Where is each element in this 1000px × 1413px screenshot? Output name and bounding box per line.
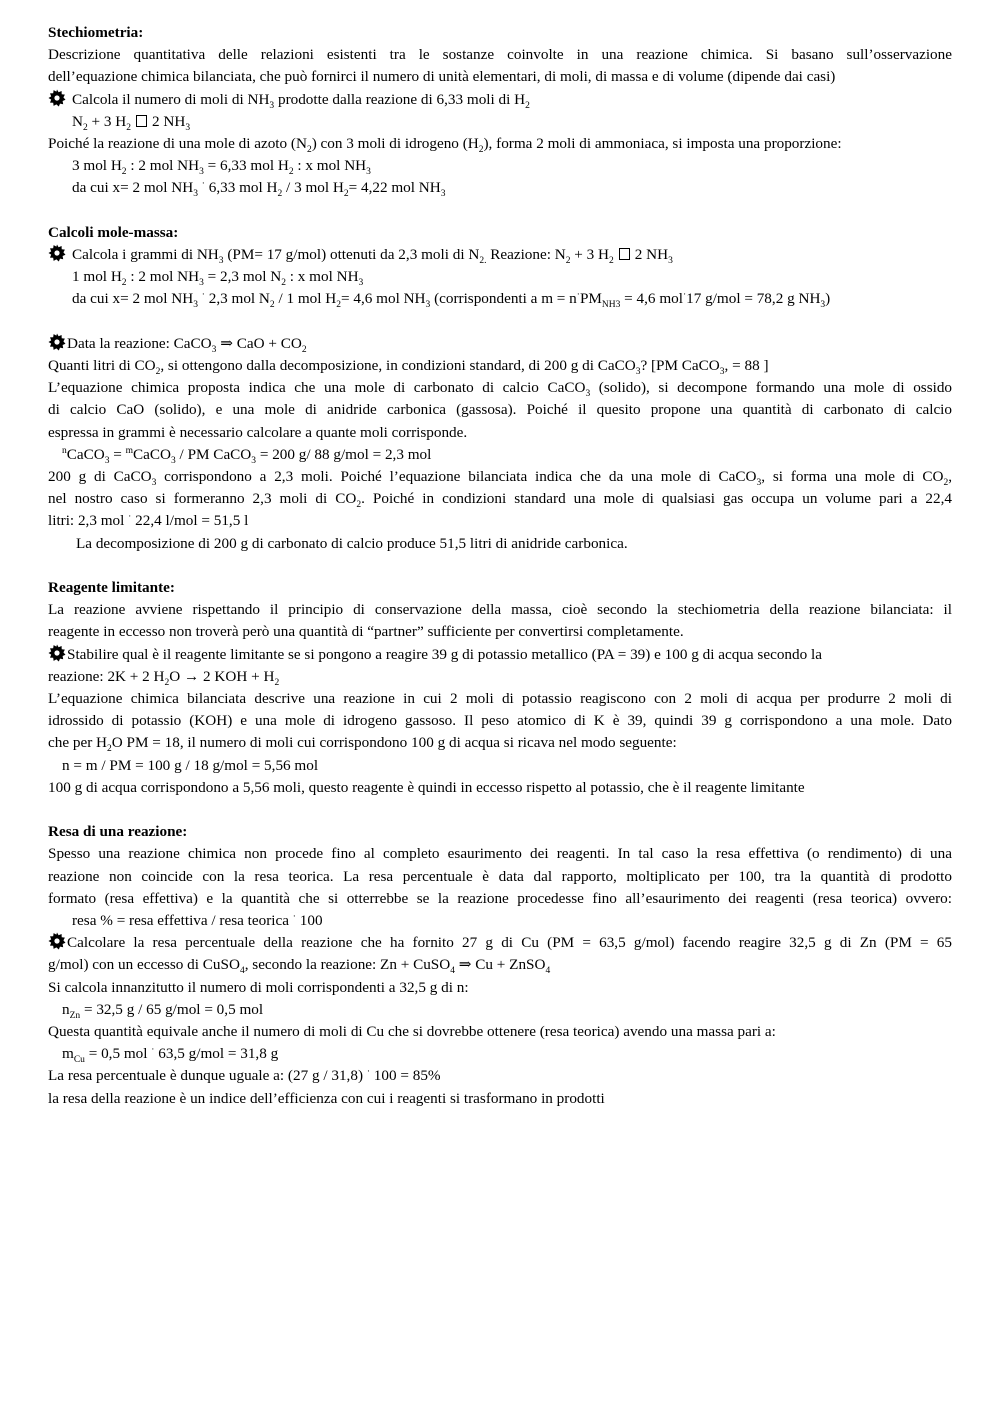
proportion-formula: 3 mol $H_2$ : 2 mol $NH_3 = 6,33$ mol $H_2$ : x mol $NH_3$ <box>72 157 371 178</box>
paragraph-line: 200 g di CaCO$_3$ corrispondono a 2,3 moli. Poiché l’equazione bilanciata indica che da una mole di CaCO$_3$, si forma una mole di $CO_2$, <box>48 468 952 489</box>
paragraph-line: reagente in eccesso non troverà però una quantità di “partner” sufficiente per convertirsi completamente. <box>48 623 684 641</box>
paragraph-line: formato (resa effettiva) e la quantità che si otterrebbe se la reazione procedesse fino all’esaurimento dei reagenti (resa teorica) ovvero: <box>48 889 952 907</box>
paragraph-line: La reazione avviene rispettando il principio di conservazione della massa, cioè secondo la stechiometria della reazione bilanciata: il <box>48 601 952 619</box>
section-heading-calcoli-mole-massa: Calcoli mole-massa: <box>48 223 179 241</box>
paragraph-line: nel nostro caso si formeranno 2,3 moli di $CO_2$. Poiché in condizioni standard una mole di qualsiasi gas occupa un volume pari a 22,4 <box>48 490 952 511</box>
paragraph-line: di calcio CaO (solido), e una mole di anidride carbonica (gassosa). Poiché il quesito propone una quantità di carbonato di calcio <box>48 401 952 419</box>
paragraph-line: che per $H_2O$ PM = 18, il numero di moli cui corrispondono 100 g di acqua si ricava nel modo seguente: <box>48 734 677 755</box>
mass-formula: $m_{Cu} = 0,5$ mol · 63,5 g/mol = 31,8 g <box>62 1045 279 1066</box>
paragraph-line: Quanti litri di $CO_2$, si ottengono dalla decomposizione, in condizioni standard, di 200 g di CaCO$_3$? [PM CaCO$_3$, = 88 ] <box>48 357 769 378</box>
chemical-equation: $N_2 + 3$ $H_2$ 2 $NH_3$ <box>72 112 191 133</box>
paragraph-line: L’equazione chimica proposta indica che una mole di carbonato di calcio CaCO$_3$ (solido), si decompone formando una mole di ossido <box>48 379 953 400</box>
section-heading-reagente-limitante: Reagente limitante: <box>48 579 175 597</box>
yield-formula: resa % = resa effettiva / resa teorica · 100 <box>72 912 323 930</box>
exercise-question: Calcolare la resa percentuale della reazione che ha fornito 27 g di Cu (PM = 63,5 g/mol) facendo reagire 32,5 g di Zn (PM = 65 <box>48 932 952 954</box>
moles-formula: $^n$CaCO$_3$ = $^m$CaCO$_3$ / PM CaCO$_3$ = 200 g/ 88 g/mol = 2,3 mol <box>62 445 432 466</box>
paragraph-line: idrossido di potassio (KOH) e una mole di idrogeno gassoso. Il peso atomico di K è 39, quindi 39 g corrispondono a una mole. Dato <box>48 712 952 730</box>
gear-icon <box>48 89 66 107</box>
gear-icon <box>48 644 66 662</box>
paragraph-line: Si calcola innanzitutto il numero di moli corrispondenti a 32,5 g di n: <box>48 978 469 996</box>
reaction-line: g/mol) con un eccesso di CuSO$_4$, secondo la reazione: Zn + CuSO$_4$ ⇒ Cu + ZnSO$_4$ <box>48 956 551 977</box>
exercise-question: Calcola il numero di moli di $NH_3$ prodotte dalla reazione di 6,33 moli di $H_2$ <box>48 89 952 111</box>
section-heading-resa-reazione: Resa di una reazione: <box>48 823 188 841</box>
gear-icon <box>48 333 66 351</box>
exercise-question: Data la reazione: CaCO$_3$ ⇒ CaO + $CO_2$ <box>48 333 952 355</box>
paragraph-line: dell’equazione chimica bilanciata, che può fornirci il numero di unità elementari, di moli, di massa e di volume (dipende dai casi) <box>48 68 836 86</box>
exercise-question: Calcola i grammi di $NH_3$ (PM= 17 g/mol) ottenuti da 2,3 moli di $N_{2.}$ Reazione: $N_2 + 3$ $H_2$ 2 $NH_3$ <box>48 244 952 266</box>
paragraph-line: litri: 2,3 mol · 22,4 l/mol = 51,5 l <box>48 512 249 530</box>
result-formula: da cui x= 2 mol $NH_3$ · 2,3 mol $N_2 / 1$ mol $H_2= 4,6$ mol $NH_3$ (corrispondenti a $m = n^\cdot PM_{NH3} = 4,6$ mol·17 g/mol = 78,2 g $NH_3$) <box>72 290 831 311</box>
paragraph-line: Descrizione quantitativa delle relazioni esistenti tra le sostanze coinvolte in una reazione chimica. Si basano sull’osservazione <box>48 46 952 64</box>
exercise-question: Stabilire qual è il reagente limitante se si pongono a reagire 39 g di potassio metallico (PA = 39) e 100 g di acqua secondo la <box>48 644 952 666</box>
result-formula: da cui x= 2 mol $NH_3$ · 6,33 mol $H_2 / 3$ mol $H_2= 4,22$ mol $NH_3$ <box>72 179 446 200</box>
moles-formula: n = m / PM = 100 g / 18 g/mol = 5,56 mol <box>62 756 319 774</box>
gear-icon <box>48 932 66 950</box>
box-glyph <box>136 115 147 127</box>
box-glyph <box>619 248 630 260</box>
paragraph-line: Poiché la reazione di una mole di azoto $(N_2)$ con 3 moli di idrogeno $(H_2)$, forma 2 moli di ammoniaca, si imposta una proporzione: <box>48 135 842 156</box>
conclusion-line: la resa della reazione è un indice dell’efficienza con cui i reagenti si trasformano in prodotti <box>48 1089 605 1107</box>
proportion-formula: 1 mol $H_2$ : 2 mol $NH_3 = 2,3$ mol $N_2$ : x mol $NH_3$ <box>72 268 364 289</box>
conclusion-line: 100 g di acqua corrispondono a 5,56 moli, questo reagente è quindi in eccesso rispetto al potassio, che è il reagente limitante <box>48 778 805 796</box>
percent-yield-line: La resa percentuale è dunque uguale a: (27 g / 31,8) · 100 = 85% <box>48 1067 441 1085</box>
gear-icon <box>48 244 66 262</box>
conclusion-line: La decomposizione di 200 g di carbonato di calcio produce 51,5 litri di anidride carbonica. <box>76 534 628 552</box>
paragraph-line: Questa quantità equivale anche il numero di moli di Cu che si dovrebbe ottenere (resa teorica) avendo una massa pari a: <box>48 1023 776 1041</box>
document-page <box>48 22 952 1110</box>
paragraph-line: L’equazione chimica bilanciata descrive una reazione in cui 2 moli di potassio reagiscono con 2 moli di acqua per produrre 2 moli di <box>48 690 952 708</box>
paragraph-line: espressa in grammi è necessario calcolare a quante moli corrisponde. <box>48 423 468 441</box>
paragraph-line: Spesso una reazione chimica non procede fino al completo esaurimento dei reagenti. In tal caso la resa effettiva (o rendimento) di una <box>48 845 952 863</box>
moles-formula: $n_{Zn} = 32,5$ g / 65 g/mol = 0,5 mol <box>62 1000 264 1021</box>
paragraph-line: reazione non coincide con la resa teorica. La resa percentuale è data dal rapporto, moltiplicato per 100, tra la quantità di prodotto <box>48 867 952 885</box>
reaction-line: reazione: 2K + 2 $H_2O \to 2$ KOH + $H_2$ <box>48 667 280 688</box>
section-heading-stechiometria: Stechiometria: <box>48 24 144 41</box>
